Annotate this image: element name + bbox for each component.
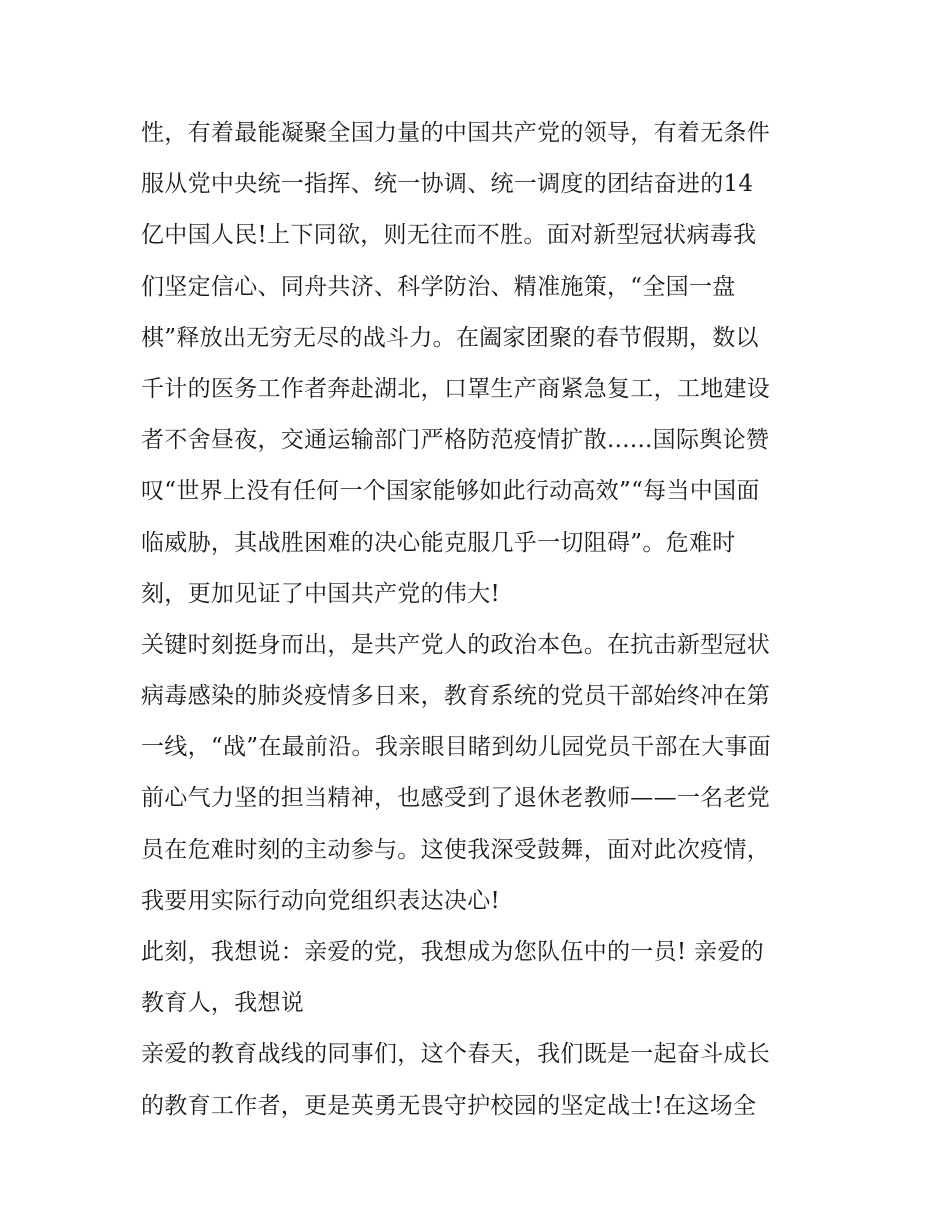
- text-line: 此刻，我想说：亲爱的党，我想成为您队伍中的一员! 亲爱的: [141, 939, 764, 965]
- text-line: 们坚定信心、同舟共济、科学防治、精准施策，“全国一盘: [141, 273, 736, 300]
- text-line: 者不舍昼夜，交通运输部门严格防范疫情扩散......国际舆论赞: [141, 427, 770, 454]
- text-line: 员在危难时刻的主动参与。这使我深受鼓舞，面对此次疫情，: [141, 836, 771, 863]
- text-line: 亲爱的教育战线的同事们，这个春天，我们既是一起奋斗成长: [141, 1041, 771, 1068]
- text-line: 千计的医务工作者奔赴湖北，口罩生产商紧急复工，工地建设: [141, 375, 771, 402]
- text-line: 教育人，我想说: [141, 990, 305, 1017]
- text-line: 性，有着最能凝聚全国力量的中国共产党的领导，有着无条件: [141, 120, 771, 146]
- text-line: 我要用实际行动向党组织表达决心!: [141, 887, 501, 914]
- text-line: 前心气力坚的担当精神，也感受到了退休老教师——一名老党: [141, 785, 771, 812]
- text-line: 的教育工作者，更是英勇无畏守护校园的坚定战士!在这场全: [141, 1092, 757, 1119]
- text-line: 刻，更加见证了中国共产党的伟大!: [141, 580, 501, 607]
- text-line: 棋”释放出无穷无尽的战斗力。在阖家团聚的春节假期，数以: [141, 324, 759, 351]
- text-line: 病毒感染的肺炎疫情多日来，教育系统的党员干部始终冲在第: [141, 683, 771, 710]
- text-line: 临威胁，其战胜困难的决心能克服几乎一切阻碍”。危难时: [141, 529, 736, 556]
- body-text: [141, 108, 811, 1132]
- text-line: 亿中国人民!上下同欲，则无往而不胜。面对新型冠状病毒我: [141, 222, 757, 249]
- text-line: 一线，“战”在最前沿。我亲眼目睹到幼儿园党员干部在大事面: [141, 734, 771, 761]
- text-line: 叹“世界上没有任何一个国家能够如此行动高效”“每当中国面: [141, 478, 760, 505]
- text-line: 关键时刻挺身而出，是共产党人的政治本色。在抗击新型冠状: [141, 631, 771, 658]
- text-line: 服从党中央统一指挥、统一协调、统一调度的团结奋进的14: [141, 171, 754, 198]
